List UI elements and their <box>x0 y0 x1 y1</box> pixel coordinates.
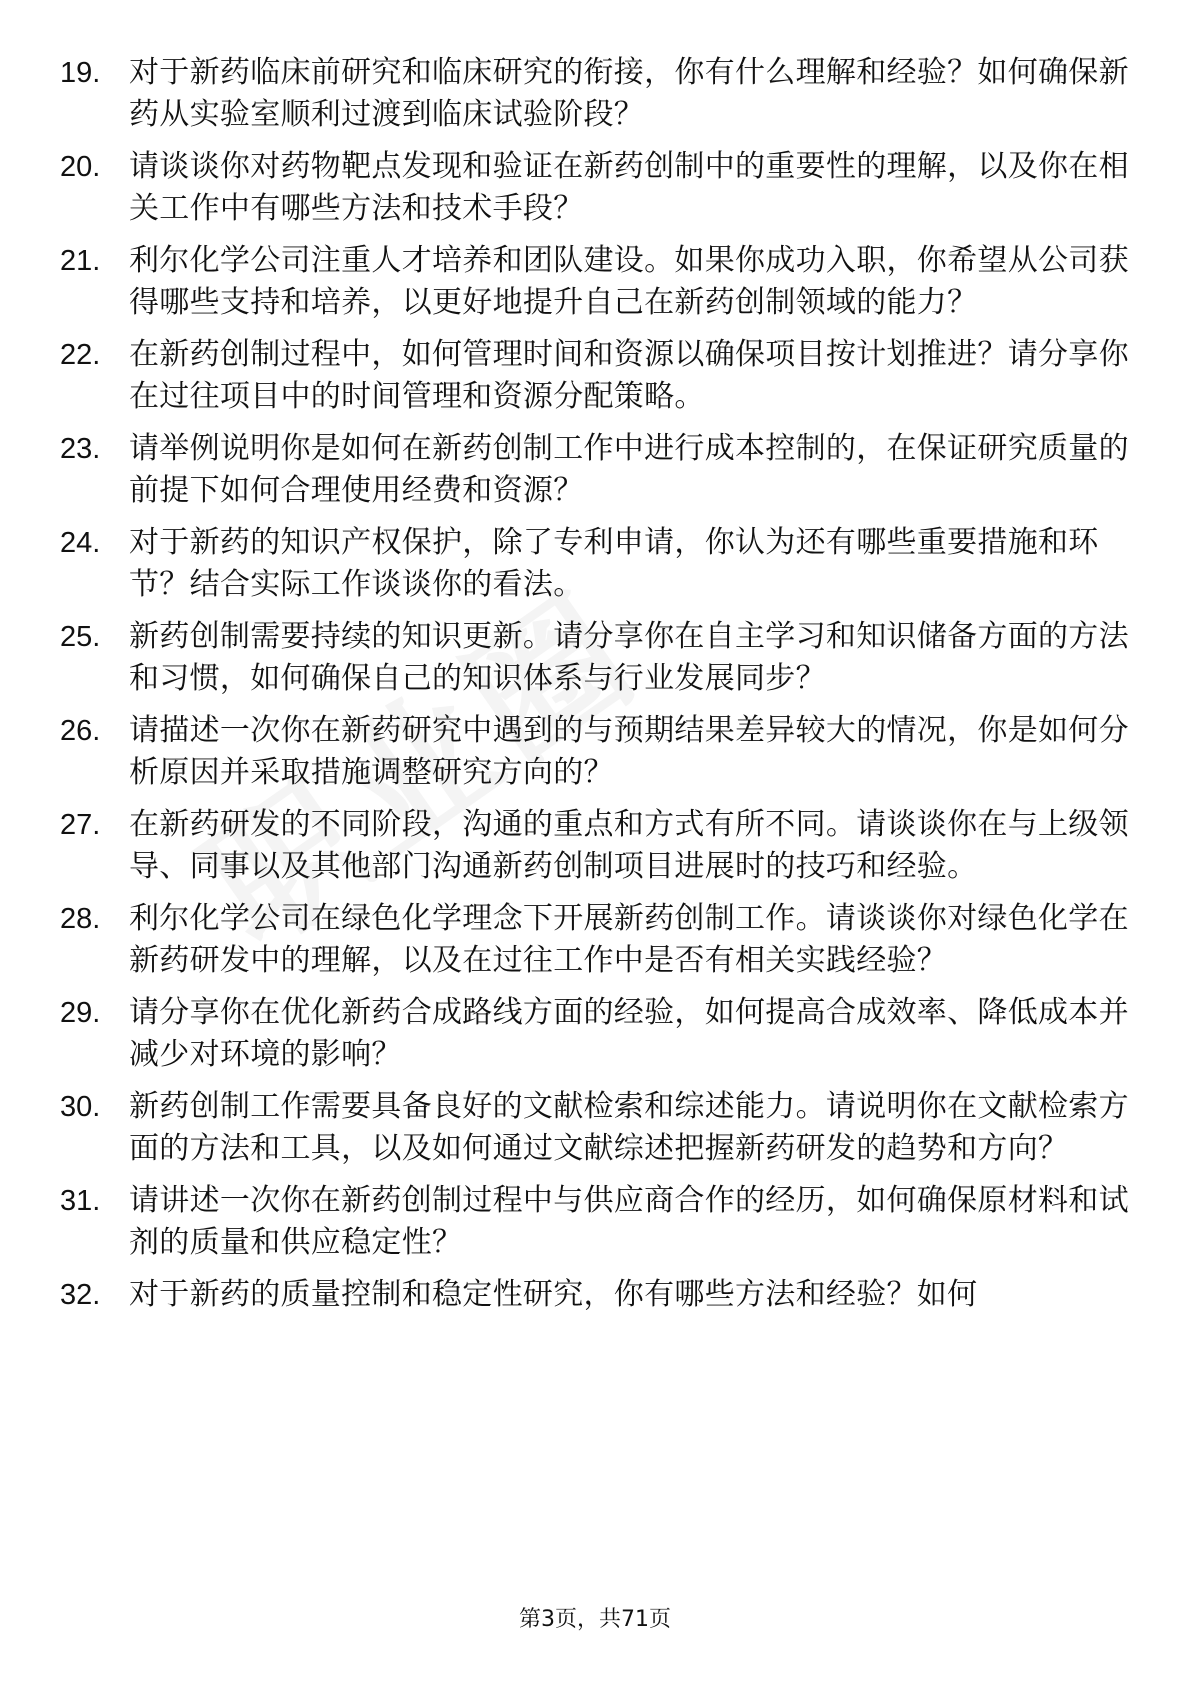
question-text: 请谈谈你对药物靶点发现和验证在新药创制中的重要性的理解，以及你在相关工作中有哪些方法和技术手段？ <box>129 149 1129 226</box>
question-text: 在新药创制过程中，如何管理时间和资源以确保项目按计划推进？请分享你在过往项目中的时间管理和资源分配策略。 <box>129 337 1129 414</box>
question-item <box>60 1180 1130 1264</box>
question-text: 请讲述一次你在新药创制过程中与供应商合作的经历，如何确保原材料和试剂的质量和供应稳定性？ <box>129 1183 1129 1260</box>
question-number: 21. <box>60 245 101 277</box>
question-item <box>60 804 1130 888</box>
question-number: 32. <box>60 1279 101 1311</box>
question-number: 29. <box>60 997 101 1029</box>
question-text: 新药创制需要持续的知识更新。请分享你在自主学习和知识储备方面的方法和习惯，如何确保自己的知识体系与行业发展同步？ <box>129 619 1129 696</box>
question-number: 30. <box>60 1091 101 1123</box>
question-text: 对于新药的质量控制和稳定性研究，你有哪些方法和经验？如何 <box>129 1277 978 1312</box>
question-number: 19. <box>60 57 101 89</box>
question-number: 24. <box>60 527 101 559</box>
question-number: 26. <box>60 715 101 747</box>
question-item <box>60 146 1130 230</box>
question-text: 对于新药的知识产权保护，除了专利申请，你认为还有哪些重要措施和环节？结合实际工作谈谈你的看法。 <box>129 525 1099 602</box>
question-text: 请举例说明你是如何在新药创制工作中进行成本控制的，在保证研究质量的前提下如何合理使用经费和资源？ <box>129 431 1129 508</box>
question-item <box>60 898 1130 982</box>
question-item <box>60 334 1130 418</box>
question-item <box>60 992 1130 1076</box>
question-text: 对于新药临床前研究和临床研究的衔接，你有什么理解和经验？如何确保新药从实验室顺利过渡到临床试验阶段？ <box>129 55 1129 132</box>
question-text: 请描述一次你在新药研究中遇到的与预期结果差异较大的情况，你是如何分析原因并采取措施调整研究方向的？ <box>129 713 1129 790</box>
question-text: 请分享你在优化新药合成路线方面的经验，如何提高合成效率、降低成本并减少对环境的影响？ <box>129 995 1129 1072</box>
question-list <box>60 52 1130 1326</box>
question-number: 31. <box>60 1185 101 1217</box>
question-text: 利尔化学公司在绿色化学理念下开展新药创制工作。请谈谈你对绿色化学在新药研发中的理解，以及在过往工作中是否有相关实践经验？ <box>129 901 1129 978</box>
question-item <box>60 710 1130 794</box>
question-item <box>60 52 1130 136</box>
question-item <box>60 428 1130 512</box>
question-number: 23. <box>60 433 101 465</box>
question-number: 27. <box>60 809 101 841</box>
question-text: 新药创制工作需要具备良好的文献检索和综述能力。请说明你在文献检索方面的方法和工具，以及如何通过文献综述把握新药研发的趋势和方向？ <box>129 1089 1129 1166</box>
question-text: 利尔化学公司注重人才培养和团队建设。如果你成功入职，你希望从公司获得哪些支持和培养，以更好地提升自己在新药创制领域的能力？ <box>129 243 1129 320</box>
question-number: 28. <box>60 903 101 935</box>
question-text: 在新药研发的不同阶段，沟通的重点和方式有所不同。请谈谈你在与上级领导、同事以及其他部门沟通新药创制项目进展时的技巧和经验。 <box>129 807 1129 884</box>
question-number: 25. <box>60 621 101 653</box>
question-item <box>60 1274 1130 1316</box>
question-item <box>60 1086 1130 1170</box>
question-number: 20. <box>60 151 101 183</box>
question-item <box>60 240 1130 324</box>
page-footer: 第3页，共71页 <box>519 1607 671 1632</box>
question-number: 22. <box>60 339 101 371</box>
question-item <box>60 616 1130 700</box>
question-item <box>60 522 1130 606</box>
